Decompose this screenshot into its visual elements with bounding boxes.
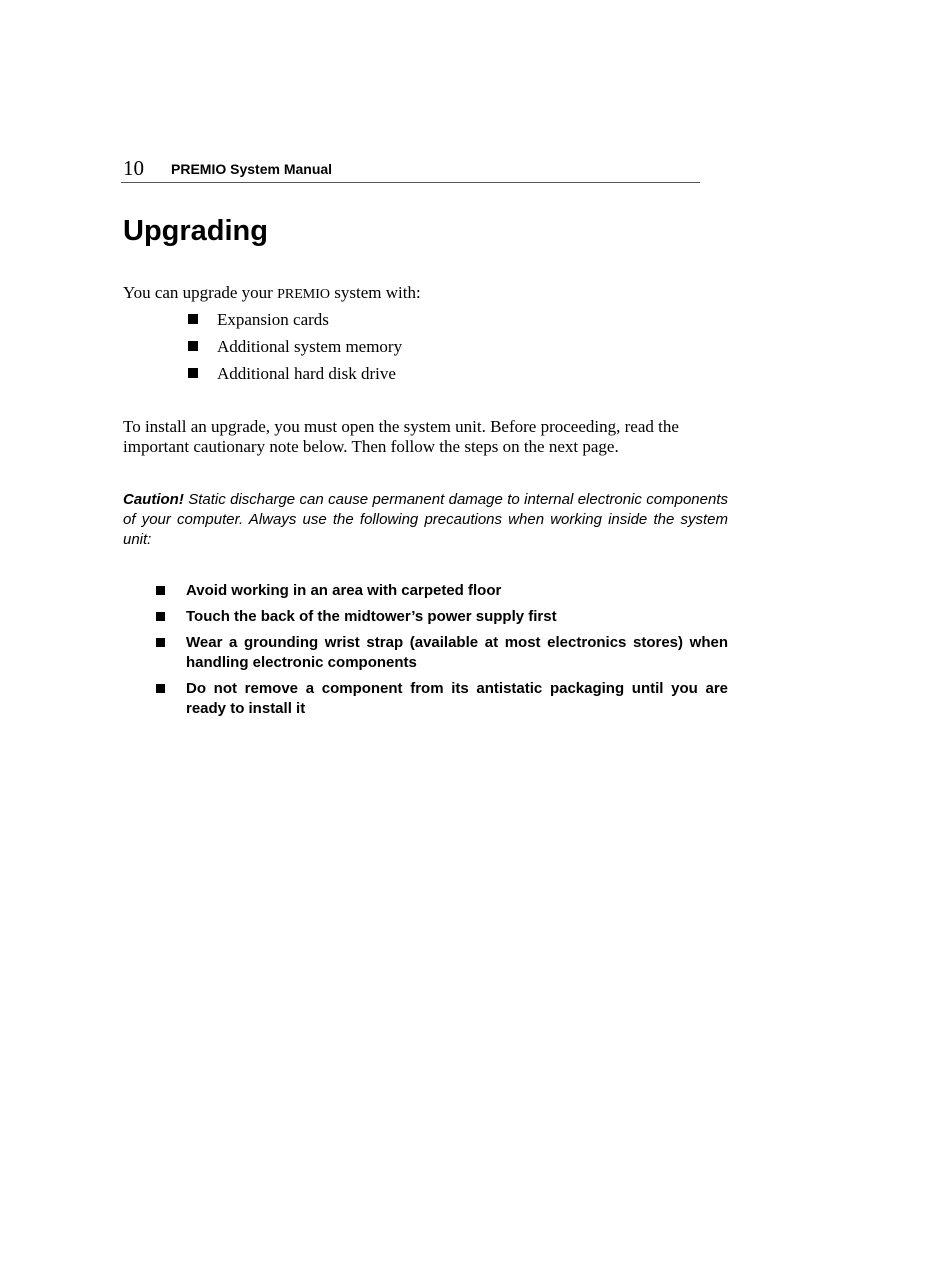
caution-text: Static discharge can cause permanent damage to internal electronic components of your computer. Always use the following precautions when working inside the system unit:: [123, 491, 728, 548]
intro-brand: PREMIO: [277, 287, 330, 302]
list-item: [186, 363, 402, 390]
upgrade-options-list: [186, 309, 402, 390]
square-bullet-icon: [188, 368, 198, 378]
square-bullet-icon: [188, 341, 198, 351]
precaution-text: Wear a grounding wrist strap (available at most electronics stores) when handling electronic components: [186, 634, 728, 671]
list-item: [155, 581, 728, 601]
list-item: [155, 633, 728, 673]
list-item: [186, 309, 402, 336]
precaution-text: Touch the back of the midtower’s power supply first: [186, 608, 557, 625]
square-bullet-icon: [156, 684, 165, 693]
list-item: [155, 679, 728, 719]
precaution-text: Do not remove a component from its antistatic packaging until you are ready to install it: [186, 680, 728, 717]
square-bullet-icon: [188, 314, 198, 324]
section-title: Upgrading: [123, 215, 268, 247]
caution-note: [123, 490, 728, 550]
square-bullet-icon: [156, 638, 165, 647]
intro-sentence: [123, 282, 421, 306]
page-header: [121, 154, 700, 183]
intro-text-after: system with:: [330, 283, 421, 302]
list-item: [186, 336, 402, 363]
caution-label: Caution!: [123, 491, 184, 508]
intro-text-before: You can upgrade your: [123, 283, 278, 302]
square-bullet-icon: [156, 586, 165, 595]
precaution-text: Avoid working in an area with carpeted floor: [186, 582, 502, 599]
page-number: 10: [123, 156, 144, 180]
list-item: [155, 607, 728, 627]
square-bullet-icon: [156, 612, 165, 621]
install-paragraph: To install an upgrade, you must open the system unit. Before proceeding, read the important cautionary note below. Then follow the steps on the next page.: [123, 417, 679, 456]
upgrade-option-label: Additional system memory: [217, 337, 403, 356]
upgrade-option-label: Expansion cards: [217, 310, 329, 329]
upgrade-option-label: Additional hard disk drive: [217, 364, 396, 383]
running-title: PREMIO System Manual: [171, 161, 333, 177]
precautions-list: [155, 581, 728, 725]
